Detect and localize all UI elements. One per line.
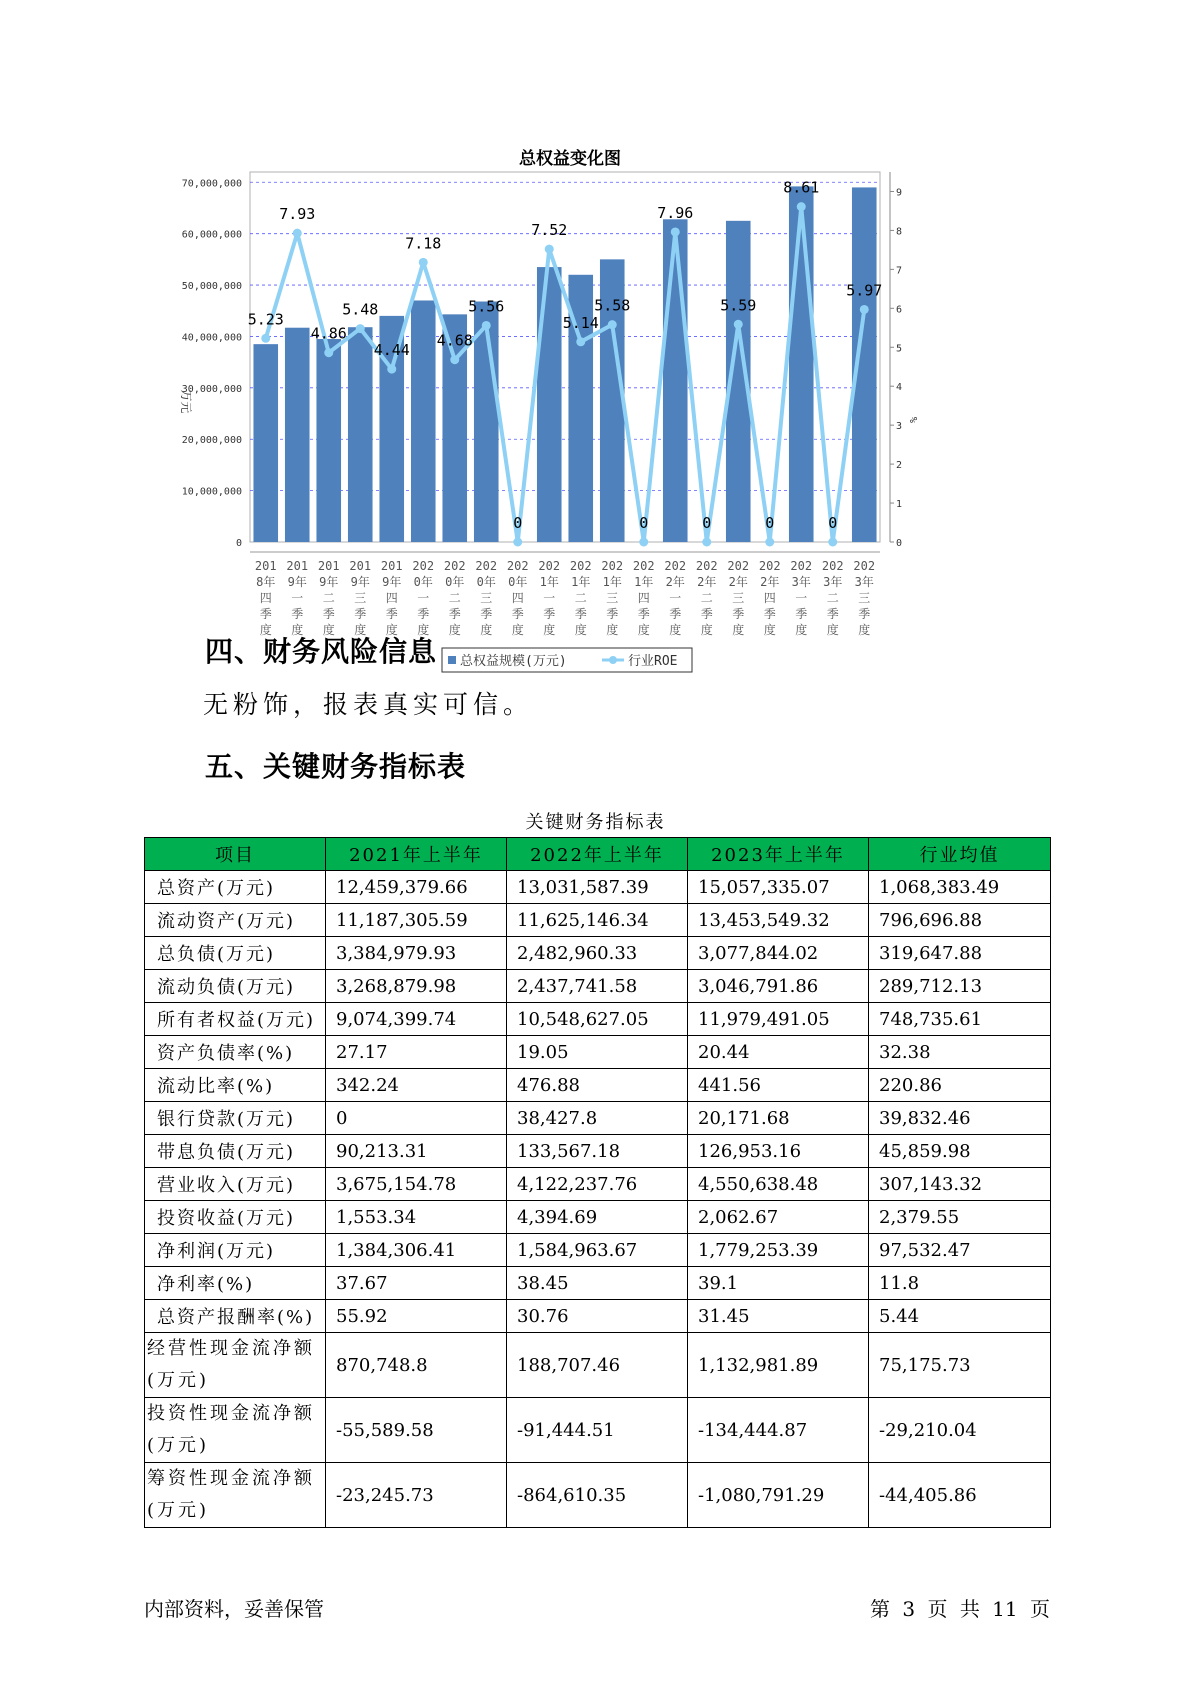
value-cell: 1,384,306.41 [326,1234,507,1267]
category-label: 3年 [823,575,843,589]
right-tick-label: 6 [896,304,903,316]
row-label-cell: 总资产(万元) [145,871,326,904]
value-cell: 1,132,981.89 [688,1333,869,1398]
roe-data-label: 0 [828,514,838,532]
value-cell: 37.67 [326,1267,507,1300]
header-cell: 行业均值 [869,838,1051,871]
left-axis-label: 万元 [179,389,193,414]
roe-point [545,245,554,254]
roe-point [608,320,617,329]
category-label: 202 [601,559,624,573]
category-label: 季 [574,607,587,621]
category-label: 三 [606,591,619,605]
value-cell: 97,532.47 [869,1234,1051,1267]
category-label: 度 [700,623,713,637]
category-label: 201 [254,559,277,573]
table-row [145,1234,1051,1267]
category-label: 季 [795,607,808,621]
category-label: 202 [727,559,750,573]
table-row [145,1201,1051,1234]
roe-data-label: 0 [639,514,649,532]
roe-point [765,538,774,547]
right-tick-label: 1 [896,499,903,511]
category-label: 2年 [697,575,717,589]
value-cell: 31.45 [688,1300,869,1333]
value-cell: 75,175.73 [869,1333,1051,1398]
value-cell: 15,057,335.07 [688,871,869,904]
roe-point [860,305,869,314]
row-label-cell: 净利润(万元) [145,1234,326,1267]
category-label: 3年 [854,575,874,589]
row-label-cell: 筹资性现金流净额(万元) [145,1463,326,1528]
row-label-cell: 营业收入(万元) [145,1168,326,1201]
category-label: 201 [317,559,340,573]
value-cell: 4,122,237.76 [507,1168,688,1201]
roe-data-label: 7.93 [279,205,316,224]
bar [537,267,562,542]
category-label: 202 [821,559,844,573]
value-cell: 45,859.98 [869,1135,1051,1168]
category-label: 201 [349,559,372,573]
value-cell: 20.44 [688,1036,869,1069]
category-label: 度 [669,623,682,637]
category-label: 季 [700,607,713,621]
value-cell: 1,068,383.49 [869,871,1051,904]
header-cell: 2021年上半年 [326,838,507,871]
roe-point [671,227,680,236]
category-label: 季 [417,607,430,621]
roe-point [387,365,396,374]
roe-data-label: 0 [702,514,712,532]
risk-text: 无粉饰，报表真实可信。 [203,690,534,719]
bar [411,300,436,542]
value-cell: 9,074,399.74 [326,1003,507,1036]
value-cell: 19.05 [507,1036,688,1069]
category-label: 三 [732,591,745,605]
category-label: 度 [259,623,272,637]
value-cell: 133,567.18 [507,1135,688,1168]
category-label: 二 [700,591,713,605]
bar [348,327,373,542]
roe-point [261,334,270,343]
value-cell: 748,735.61 [869,1003,1051,1036]
roe-data-label: 4.68 [436,331,473,350]
category-label: 二 [448,591,461,605]
value-cell: -864,610.35 [507,1463,688,1528]
category-label: 度 [448,623,461,637]
row-label-cell: 净利率(%) [145,1267,326,1300]
kpi-heading: 五、关键财务指标表 [205,750,467,783]
value-cell: 11,187,305.59 [326,904,507,937]
category-label: 202 [412,559,435,573]
row-label-cell: 带息负债(万元) [145,1135,326,1168]
category-label: 度 [322,623,335,637]
value-cell: 476.88 [507,1069,688,1102]
value-cell: 11.8 [869,1267,1051,1300]
category-label: 度 [606,623,619,637]
roe-data-label: 0 [765,514,775,532]
table-row [145,1333,1051,1398]
category-label: 季 [763,607,776,621]
value-cell: 4,550,638.48 [688,1168,869,1201]
category-label: 一 [669,591,682,605]
value-cell: 2,062.67 [688,1201,869,1234]
category-label: 202 [853,559,876,573]
category-label: 季 [826,607,839,621]
category-label: 季 [511,607,524,621]
category-label: 1年 [634,575,654,589]
value-cell: 126,953.16 [688,1135,869,1168]
value-cell: 342.24 [326,1069,507,1102]
value-cell: 1,584,963.67 [507,1234,688,1267]
value-cell: 3,046,791.86 [688,970,869,1003]
left-tick-label: 0 [235,538,242,549]
left-tick-label: 20,000,000 [181,435,242,447]
table-row [145,1036,1051,1069]
category-label: 度 [543,623,556,637]
bar [789,186,814,542]
value-cell: -1,080,791.29 [688,1463,869,1528]
roe-data-label: 5.56 [468,297,505,316]
row-label-cell: 流动负债(万元) [145,970,326,1003]
row-label-cell: 投资收益(万元) [145,1201,326,1234]
category-label: 9年 [350,575,370,589]
left-tick-label: 40,000,000 [181,332,242,344]
left-tick-label: 70,000,000 [181,178,242,190]
roe-point [828,538,837,547]
value-cell: 3,077,844.02 [688,937,869,970]
category-label: 四 [259,591,272,605]
category-label: 一 [417,591,430,605]
value-cell: 2,437,741.58 [507,970,688,1003]
category-label: 202 [758,559,781,573]
table-caption: 关键财务指标表 [525,812,666,833]
category-label: 度 [291,623,304,637]
category-label: 202 [790,559,813,573]
chart-title: 总权益变化图 [519,149,621,169]
value-cell: 289,712.13 [869,970,1051,1003]
value-cell: 39,832.46 [869,1102,1051,1135]
category-label: 一 [291,591,304,605]
category-label: 三 [858,591,871,605]
value-cell: 3,268,879.98 [326,970,507,1003]
value-cell: 319,647.88 [869,937,1051,970]
category-label: 一 [795,591,808,605]
value-cell: 441.56 [688,1069,869,1102]
category-label: 9年 [287,575,307,589]
value-cell: 12,459,379.66 [326,871,507,904]
kpi-table [144,837,1051,1528]
legend-bar-swatch [448,656,456,664]
roe-point [797,202,806,211]
legend-line-marker [609,656,617,664]
value-cell: 38,427.8 [507,1102,688,1135]
category-label: 度 [763,623,776,637]
row-label-cell: 银行贷款(万元) [145,1102,326,1135]
roe-data-label: 5.59 [720,296,757,315]
value-cell: -134,444.87 [688,1398,869,1463]
category-label: 2年 [665,575,685,589]
roe-data-label: 4.44 [373,341,410,360]
right-tick-label: 2 [896,460,903,472]
value-cell: 10,548,627.05 [507,1003,688,1036]
table-row [145,937,1051,970]
category-label: 1年 [539,575,559,589]
value-cell: 55.92 [326,1300,507,1333]
category-label: 1年 [602,575,622,589]
value-cell: 27.17 [326,1036,507,1069]
row-label-cell: 流动资产(万元) [145,904,326,937]
table-row [145,1398,1051,1463]
table-row [145,1102,1051,1135]
value-cell: 1,779,253.39 [688,1234,869,1267]
category-label: 四 [385,591,398,605]
table-row [145,970,1051,1003]
header-cell: 2022年上半年 [507,838,688,871]
value-cell: 20,171.68 [688,1102,869,1135]
table-row [145,871,1051,904]
roe-data-label: 0 [513,514,523,532]
category-label: 0年 [476,575,496,589]
category-label: 二 [826,591,839,605]
row-label-cell: 投资性现金流净额(万元) [145,1398,326,1463]
table-row [145,1003,1051,1036]
row-label-cell: 总资产报酬率(%) [145,1300,326,1333]
value-cell: 3,675,154.78 [326,1168,507,1201]
category-label: 季 [669,607,682,621]
right-tick-label: 3 [896,421,903,433]
bar [663,219,688,542]
roe-point [293,229,302,238]
bar [253,344,278,542]
value-cell: 796,696.88 [869,904,1051,937]
category-label: 9年 [319,575,339,589]
roe-point [450,355,459,364]
category-label: 季 [858,607,871,621]
value-cell: 90,213.31 [326,1135,507,1168]
category-label: 202 [506,559,529,573]
roe-data-label: 5.58 [594,296,631,315]
category-label: 季 [480,607,493,621]
roe-data-label: 7.52 [531,221,568,240]
value-cell: 2,482,960.33 [507,937,688,970]
roe-data-label: 5.48 [342,300,379,319]
value-cell: 30.76 [507,1300,688,1333]
roe-data-label: 8.61 [783,178,820,197]
category-label: 度 [826,623,839,637]
value-cell: 3,384,979.93 [326,937,507,970]
category-label: 季 [543,607,556,621]
value-cell: 38.45 [507,1267,688,1300]
left-tick-label: 60,000,000 [181,229,242,241]
row-label-cell: 所有者权益(万元) [145,1003,326,1036]
category-label: 201 [380,559,403,573]
roe-point [576,337,585,346]
table-row [145,1267,1051,1300]
row-label-cell: 总负债(万元) [145,937,326,970]
value-cell: 11,625,146.34 [507,904,688,937]
roe-point [324,348,333,357]
value-cell: 2,379.55 [869,1201,1051,1234]
category-label: 三 [354,591,367,605]
category-label: 202 [538,559,561,573]
right-tick-label: 5 [896,343,903,355]
table-row [145,1069,1051,1102]
category-label: 1年 [571,575,591,589]
value-cell: 11,979,491.05 [688,1003,869,1036]
roe-data-label: 5.97 [846,281,883,300]
category-label: 3年 [791,575,811,589]
left-tick-label: 50,000,000 [181,281,242,293]
value-cell: 4,394.69 [507,1201,688,1234]
category-label: 季 [354,607,367,621]
value-cell: -91,444.51 [507,1398,688,1463]
category-label: 201 [286,559,309,573]
roe-data-label: 5.14 [562,313,599,332]
row-label-cell: 资产负债率(%) [145,1036,326,1069]
category-label: 季 [606,607,619,621]
roe-point [482,321,491,330]
category-label: 202 [475,559,498,573]
right-tick-label: 0 [896,538,903,549]
category-label: 2年 [728,575,748,589]
legend-label: 行业ROE [628,654,678,669]
category-label: 四 [637,591,650,605]
category-label: 度 [574,623,587,637]
right-tick-label: 8 [896,226,903,238]
value-cell: -23,245.73 [326,1463,507,1528]
category-label: 季 [291,607,304,621]
row-label-cell: 经营性现金流净额(万元) [145,1333,326,1398]
category-label: 度 [354,623,367,637]
category-label: 202 [664,559,687,573]
legend-label: 总权益规模(万元) [460,654,567,669]
category-label: 季 [322,607,335,621]
header-cell: 2023年上半年 [688,838,869,871]
category-label: 0年 [445,575,465,589]
table-row [145,1463,1051,1528]
value-cell: 5.44 [869,1300,1051,1333]
category-label: 度 [385,623,398,637]
value-cell: 13,031,587.39 [507,871,688,904]
table-header-row [145,838,1051,871]
category-label: 二 [322,591,335,605]
table-row [145,1168,1051,1201]
value-cell: -29,210.04 [869,1398,1051,1463]
category-label: 202 [443,559,466,573]
category-label: 季 [732,607,745,621]
category-label: 四 [763,591,776,605]
value-cell: -55,589.58 [326,1398,507,1463]
category-label: 度 [480,623,493,637]
roe-point [513,538,522,547]
roe-point [639,538,648,547]
bar [285,328,310,542]
category-label: 202 [695,559,718,573]
risk-heading: 四、财务风险信息 [205,635,438,668]
category-label: 二 [574,591,587,605]
value-cell: 1,553.34 [326,1201,507,1234]
category-label: 202 [569,559,592,573]
roe-data-label: 7.18 [405,234,442,253]
row-label-cell: 流动比率(%) [145,1069,326,1102]
value-cell: 220.86 [869,1069,1051,1102]
header-cell: 项目 [145,838,326,871]
right-tick-label: 7 [896,265,903,277]
footer-confidential: 内部资料，妥善保管 [144,1597,324,1621]
table-row [145,1300,1051,1333]
bar [316,339,341,542]
roe-point [419,258,428,267]
category-label: 0年 [413,575,433,589]
category-label: 度 [795,623,808,637]
value-cell: 188,707.46 [507,1333,688,1398]
value-cell: 307,143.32 [869,1168,1051,1201]
category-label: 2年 [760,575,780,589]
footer-page-number: 第 3 页 共 11 页 [870,1597,1050,1621]
value-cell: 870,748.8 [326,1333,507,1398]
table-row [145,904,1051,937]
category-label: 9年 [382,575,402,589]
roe-data-label: 7.96 [657,203,694,222]
category-label: 度 [511,623,524,637]
category-label: 度 [417,623,430,637]
roe-point [702,538,711,547]
roe-point [734,320,743,329]
category-label: 季 [448,607,461,621]
right-tick-label: 4 [896,382,903,394]
category-label: 度 [637,623,650,637]
value-cell: 32.38 [869,1036,1051,1069]
roe-data-label: 4.86 [310,324,347,343]
value-cell: 39.1 [688,1267,869,1300]
value-cell: 0 [326,1102,507,1135]
right-tick-label: 9 [896,187,903,199]
left-tick-label: 30,000,000 [181,383,242,395]
category-label: 季 [385,607,398,621]
category-label: 三 [480,591,493,605]
category-label: 0年 [508,575,528,589]
category-label: 季 [637,607,650,621]
category-label: 四 [511,591,524,605]
category-label: 一 [543,591,556,605]
left-tick-label: 10,000,000 [181,486,242,498]
category-label: 度 [858,623,871,637]
table-row [145,1135,1051,1168]
value-cell: -44,405.86 [869,1463,1051,1528]
category-label: 202 [632,559,655,573]
roe-point [356,324,365,333]
value-cell: 13,453,549.32 [688,904,869,937]
table-body [145,871,1051,1528]
category-label: 度 [732,623,745,637]
category-label: 季 [259,607,272,621]
roe-data-label: 5.23 [247,310,284,329]
category-label: 8年 [256,575,276,589]
right-axis-label: % [907,416,918,423]
